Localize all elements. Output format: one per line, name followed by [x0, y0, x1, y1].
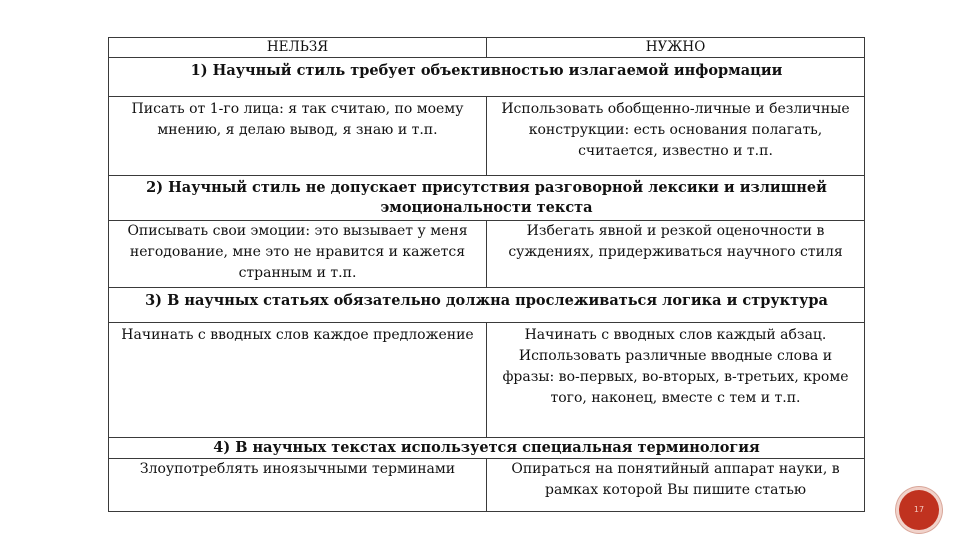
rules-table-container	[108, 37, 864, 512]
rules-table	[108, 37, 865, 512]
section-title-row	[109, 288, 865, 323]
section-4-do: Опираться на понятийный аппарат науки, в рамках которой Вы пишите статью	[487, 459, 865, 512]
slide-number-badge: 17	[899, 490, 939, 530]
header-do: НУЖНО	[487, 38, 865, 58]
section-3-title: 3) В научных статьях обязательно должна прослеживаться логика и структура	[109, 288, 865, 323]
section-1-title: 1) Научный стиль требует объективностью излагаемой информации	[109, 58, 865, 97]
header-dont: НЕЛЬЗЯ	[109, 38, 487, 58]
table-row	[109, 97, 865, 176]
section-title-row	[109, 176, 865, 221]
section-3-do: Начинать с вводных слов каждый абзац. Использовать различные вводные слова и фразы: во-первых, во-вторых, в-третьих, кроме того, наконец, вместе с тем и т.п.	[487, 323, 865, 438]
section-4-title: 4) В научных текстах используется специальная терминология	[109, 438, 865, 459]
section-3-dont: Начинать с вводных слов каждое предложение	[109, 323, 487, 438]
table-row	[109, 323, 865, 438]
table-row	[109, 459, 865, 512]
table-header-row	[109, 38, 865, 58]
section-2-do: Избегать явной и резкой оценочности в суждениях, придерживаться научного стиля	[487, 221, 865, 288]
section-title-row	[109, 58, 865, 97]
section-1-do: Использовать обобщенно-личные и безличные конструкции: есть основания полагать, считается, известно и т.п.	[487, 97, 865, 176]
section-2-title: 2) Научный стиль не допускает присутствия разговорной лексики и излишней эмоциональности текста	[109, 176, 865, 221]
section-2-dont: Описывать свои эмоции: это вызывает у меня негодование, мне это не нравится и кажется странным и т.п.	[109, 221, 487, 288]
section-4-dont: Злоупотреблять иноязычными терминами	[109, 459, 487, 512]
section-1-dont: Писать от 1-го лица: я так считаю, по моему мнению, я делаю вывод, я знаю и т.п.	[109, 97, 487, 176]
table-row	[109, 221, 865, 288]
section-title-row	[109, 438, 865, 459]
